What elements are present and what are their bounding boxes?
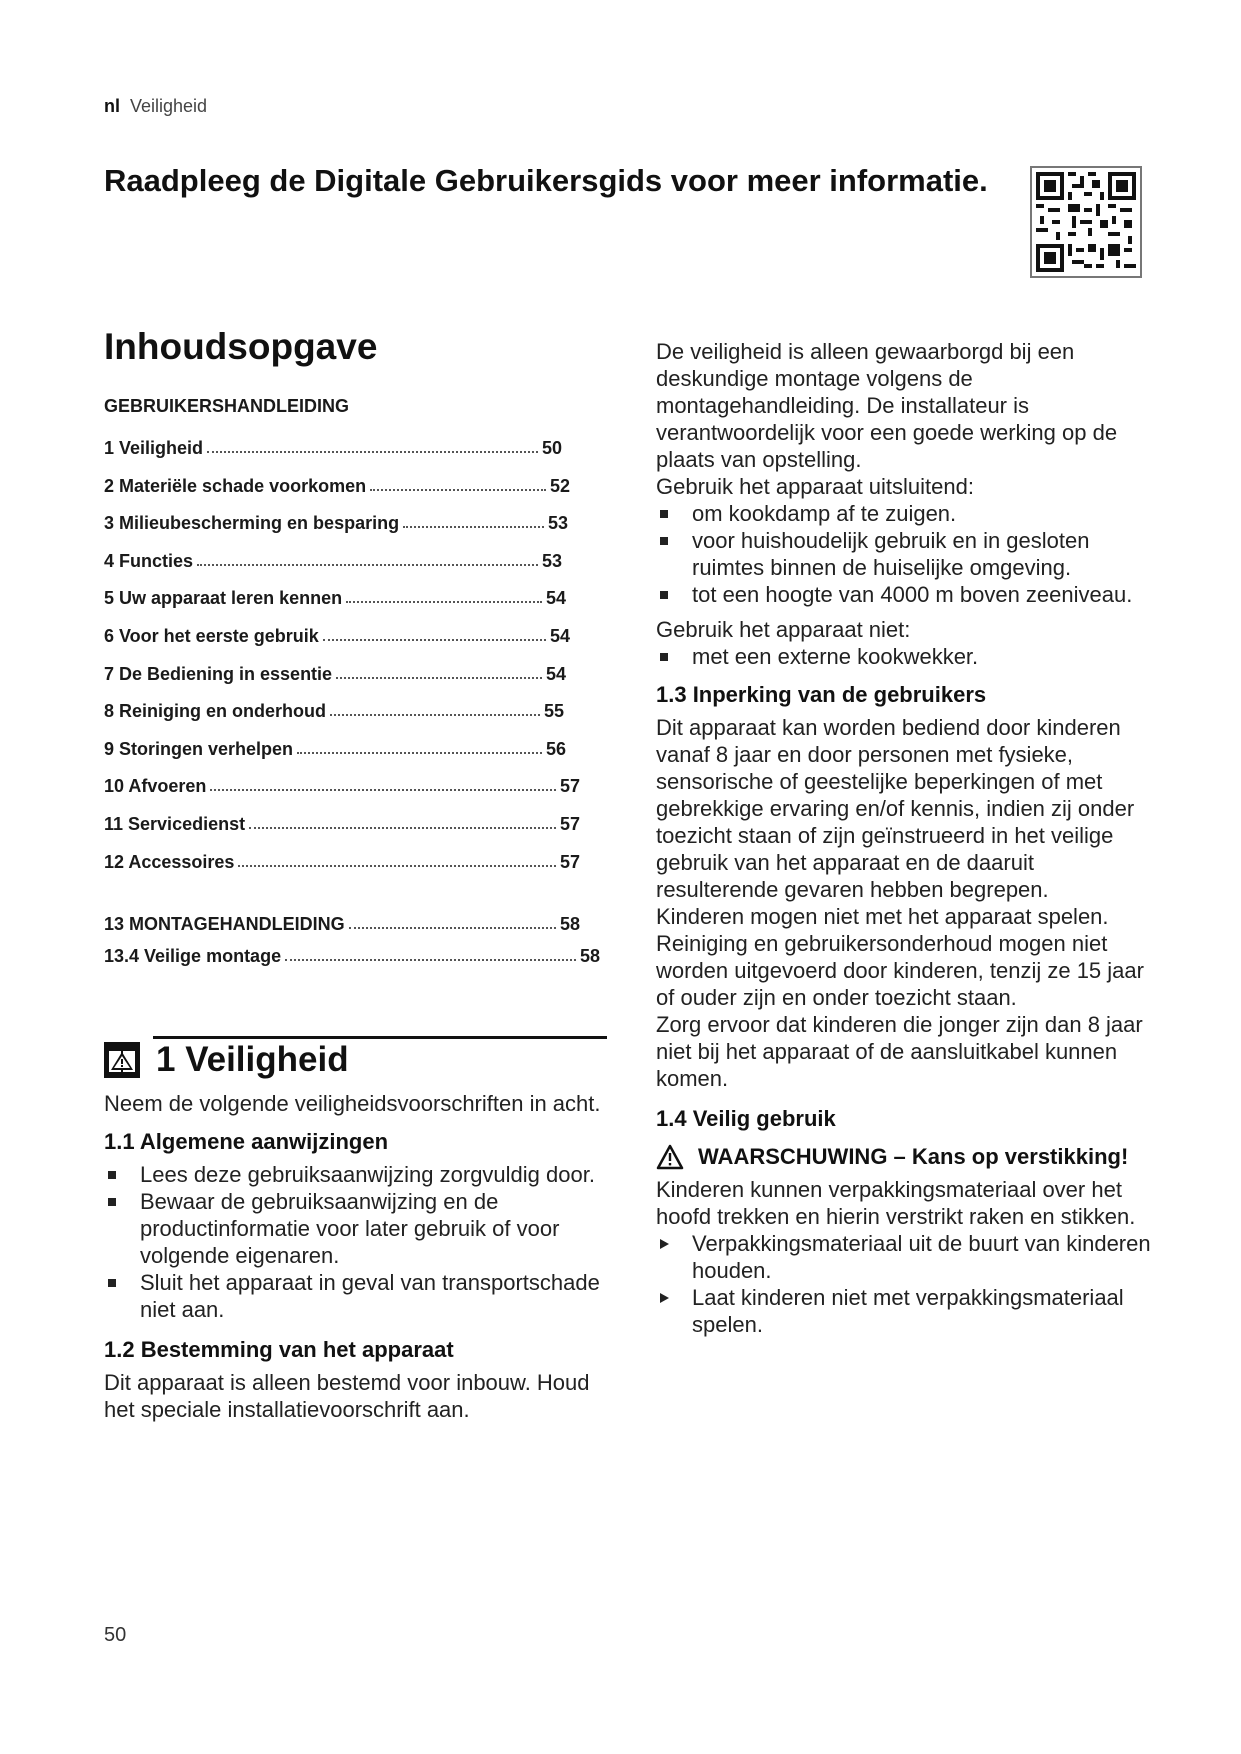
toc-subhead: GEBRUIKERSHANDLEIDING — [104, 396, 350, 416]
section-intro: Neem de volgende veiligheidsvoorschriften in acht. — [104, 1091, 601, 1116]
toc-item[interactable] — [104, 588, 566, 626]
toc-item[interactable] — [104, 664, 566, 702]
qr-code-graphic — [1036, 172, 1136, 272]
toc-item-title: 6 Voor het eerste gebruik — [104, 625, 319, 646]
toc-item-title: 13.4 Veilige montage — [104, 946, 282, 966]
toc-item[interactable] — [104, 476, 570, 514]
toc-list — [104, 438, 614, 889]
toc-item-page: 57 — [559, 813, 580, 834]
digital-guide-title: Raadpleeg de Digitale Gebruikersgids voor meer informatie. — [104, 163, 988, 198]
qr-code-icon — [1030, 166, 1142, 278]
paragraph: Kinderen mogen niet met het apparaat spelen. — [656, 904, 1109, 929]
general-instructions-list — [104, 1161, 604, 1323]
toc-item[interactable] — [104, 551, 562, 589]
action-item: Verpakkingsmateriaal uit de buurt van kinderen houden. — [656, 1230, 1162, 1284]
toc-item[interactable] — [104, 438, 562, 476]
section-title: 1 Veiligheid — [156, 1040, 349, 1079]
toc-item[interactable] — [104, 776, 580, 814]
toc-item[interactable] — [104, 852, 580, 890]
toc-item-page: 53 — [541, 550, 562, 571]
list-item: Lees deze gebruiksaanwijzing zorgvuldig door. — [104, 1161, 604, 1188]
toc-item-page: 54 — [545, 663, 566, 684]
list-item: tot een hoogte van 4000 m boven zeeniveau. — [656, 581, 1162, 608]
running-header — [104, 96, 207, 117]
toc-item-title: 5 Uw apparaat leren kennen — [104, 588, 343, 609]
paragraph: De veiligheid is alleen gewaarborgd bij een deskundige montage volgens de montagehandleiding. De installateur is verantwoordelijk voor een goede werking op de plaats van opstelling. — [656, 339, 1118, 472]
toc-item-page: 54 — [549, 625, 570, 646]
toc-item[interactable] — [104, 946, 600, 978]
toc-item-title: 9 Storingen verhelpen — [104, 738, 294, 759]
toc-item-title: 3 Milieubescherming en besparing — [104, 513, 400, 534]
paragraph: Zorg ervoor dat kinderen die jonger zijn dan 8 jaar niet bij het apparaat of de aansluitkabel kunnen komen. — [656, 1012, 1143, 1091]
not-use-list — [656, 643, 1162, 670]
toc-item-title: 11 Servicedienst — [104, 813, 246, 834]
action-list — [656, 1230, 1162, 1338]
list-item: voor huishoudelijk gebruik en in gesloten ruimtes binnen de huiselijke omgeving. — [656, 527, 1162, 581]
toc-title: Inhoudsopgave — [104, 326, 378, 367]
toc-item-page: 57 — [559, 851, 580, 872]
subsection-title: 1.2 Bestemming van het apparaat — [104, 1337, 454, 1362]
toc-item-page: 54 — [545, 588, 566, 609]
toc-item-page: 53 — [547, 513, 568, 534]
toc-item-page: 52 — [549, 475, 570, 496]
paragraph: Gebruik het apparaat uitsluitend: — [656, 474, 974, 499]
toc-item-title: 1 Veiligheid — [104, 438, 204, 458]
toc-item-title: 2 Materiële schade voorkomen — [104, 475, 367, 496]
warning-triangle-icon — [656, 1144, 684, 1170]
list-item: Sluit het apparaat in geval van transportschade niet aan. — [104, 1269, 604, 1323]
list-item: Bewaar de gebruiksaanwijzing en de productinformatie voor later gebruik of voor volgende eigenaren. — [104, 1188, 604, 1269]
language-code: nl — [104, 96, 120, 116]
left-column — [104, 1090, 604, 1423]
section-rule — [153, 1036, 607, 1039]
toc-item-page: 58 — [579, 946, 600, 966]
paragraph: Dit apparaat is alleen bestemd voor inbouw. Houd het speciale installatievoorschrift aan. — [104, 1370, 590, 1422]
paragraph: Reiniging en gebruikersonderhoud mogen niet worden uitgevoerd door kinderen, tenzij ze 15 jaar of ouder zijn en onder toezicht staan. — [656, 931, 1144, 1010]
warning-title: WAARSCHUWING – Kans op verstikking! — [698, 1144, 1129, 1169]
paragraph: Gebruik het apparaat niet: — [656, 617, 911, 642]
page-number: 50 — [104, 1624, 127, 1646]
right-column — [656, 338, 1162, 1338]
header-section: Veiligheid — [130, 96, 208, 116]
subsection-title: 1.1 Algemene aanwijzingen — [104, 1129, 389, 1154]
list-item: met een externe kookwekker. — [656, 643, 1162, 670]
toc-item-page: 56 — [545, 738, 566, 759]
action-item: Laat kinderen niet met verpakkingsmateriaal spelen. — [656, 1284, 1162, 1338]
paragraph: Kinderen kunnen verpakkingsmateriaal over het hoofd trekken en hierin verstrikt raken en stikken. — [656, 1177, 1136, 1229]
toc-item[interactable] — [104, 814, 580, 852]
toc-item[interactable] — [104, 626, 570, 664]
toc-item-page: 57 — [559, 776, 580, 797]
toc-item[interactable] — [104, 701, 564, 739]
toc-item-title: 10 Afvoeren — [104, 776, 207, 797]
toc-item[interactable] — [104, 914, 580, 946]
toc-item-page: 50 — [541, 438, 562, 458]
toc-item-title: 12 Accessoires — [104, 851, 235, 872]
toc-item[interactable] — [104, 739, 566, 777]
warning-book-icon — [104, 1042, 140, 1078]
toc-item-page: 58 — [559, 914, 580, 934]
paragraph: Dit apparaat kan worden bediend door kinderen vanaf 8 jaar en door personen met fysieke, sensorische of geestelijke beperkingen of met gebrekkige ervaring en/of kennis, indien zij onder toezicht staan of zijn geïnstrueerd in het veilige gebruik van het apparaat en de daaruit resulterende gevaren hebben begrepen. — [656, 715, 1135, 902]
subsection-title: 1.4 Veilig gebruik — [656, 1106, 836, 1131]
subsection-title: 1.3 Inperking van de gebruikers — [656, 682, 987, 707]
toc-item-title: 13 MONTAGEHANDLEIDING — [104, 914, 345, 934]
use-list — [656, 500, 1162, 608]
toc-item-page: 55 — [543, 701, 564, 722]
list-item: om kookdamp af te zuigen. — [656, 500, 1162, 527]
toc-list-installation — [104, 914, 614, 978]
warning-heading — [656, 1142, 1162, 1172]
toc-item-title: 7 De Bediening in essentie — [104, 663, 333, 684]
toc-item-title: 8 Reiniging en onderhoud — [104, 701, 326, 722]
toc-item-title: 4 Functies — [104, 550, 194, 571]
toc-item[interactable] — [104, 513, 568, 551]
